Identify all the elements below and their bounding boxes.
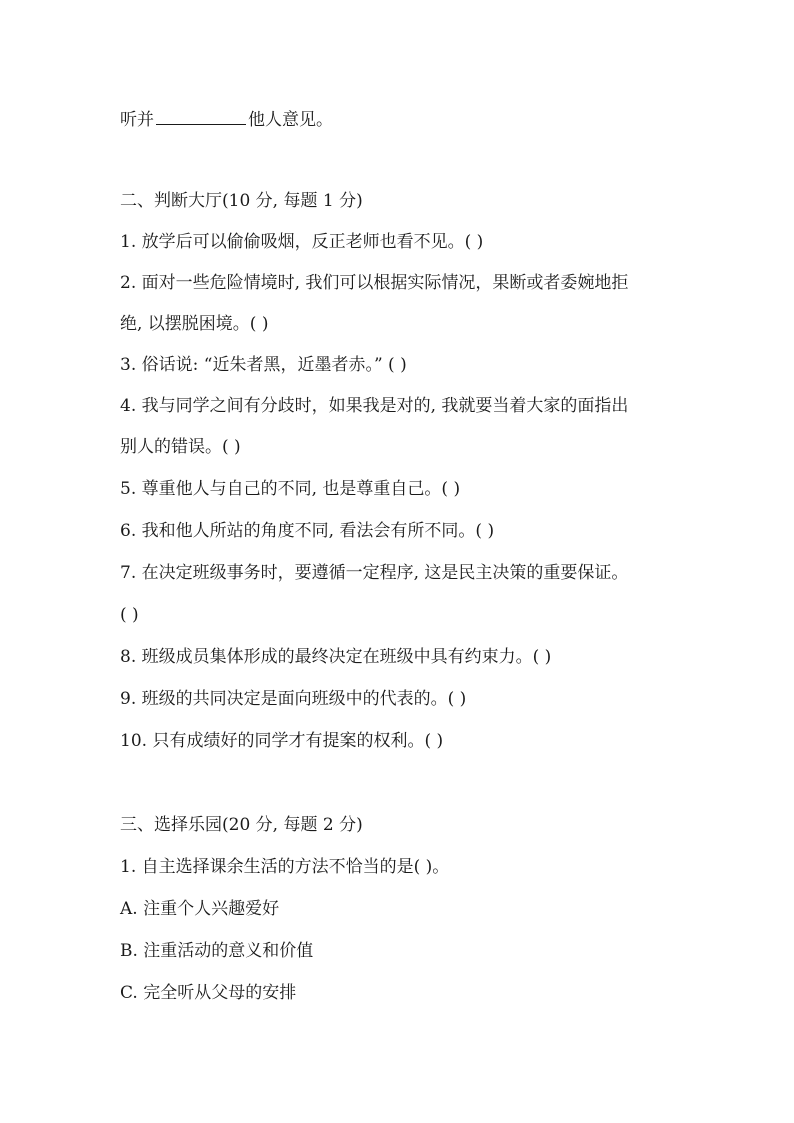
judge-item-3: 3. 俗话说: “近朱者黑，近墨者赤。” ( ): [120, 355, 407, 375]
judge-item-5: 5. 尊重他人与自己的不同, 也是尊重自己。( ): [120, 479, 461, 499]
choice-option-a: A. 注重个人兴趣爱好: [120, 899, 280, 919]
judge-item-4: 4. 我与同学之间有分歧时，如果我是对的, 我就要当着大家的面指出: [120, 396, 629, 416]
section3-heading: 三、选择乐园(20 分, 每题 2 分): [120, 815, 363, 835]
choice-option-c: C. 完全听从父母的安排: [120, 983, 297, 1003]
section2-heading: 二、判断大厅(10 分, 每题 1 分): [120, 191, 363, 211]
choice-option-b: B. 注重活动的意义和价值: [120, 941, 314, 961]
judge-item-2-cont: 绝, 以摆脱困境。( ): [120, 314, 269, 334]
judge-item-7: 7. 在决定班级事务时，要遵循一定程序, 这是民主决策的重要保证。: [120, 563, 629, 583]
judge-item-7-cont: ( ): [120, 605, 139, 625]
intro-suffix: 他人意见。: [248, 110, 333, 130]
judge-item-9: 9. 班级的共同决定是面向班级中的代表的。( ): [120, 689, 467, 709]
judge-item-1: 1. 放学后可以偷偷吸烟，反正老师也看不见。( ): [120, 232, 484, 252]
judge-item-4-cont: 别人的错误。( ): [120, 437, 241, 457]
judge-item-8: 8. 班级成员集体形成的最终决定在班级中具有约束力。( ): [120, 647, 552, 667]
answer-blank[interactable]: [156, 108, 246, 125]
choice-question-1: 1. 自主选择课余生活的方法不恰当的是( )。: [120, 857, 450, 877]
fill-in-blank-line: [120, 108, 333, 131]
judge-item-2: 2. 面对一些危险情境时, 我们可以根据实际情况，果断或者委婉地拒: [120, 273, 629, 293]
judge-item-6: 6. 我和他人所站的角度不同, 看法会有所不同。( ): [120, 521, 495, 541]
judge-item-10: 10. 只有成绩好的同学才有提案的权利。( ): [120, 731, 444, 751]
intro-prefix: 听并: [120, 110, 154, 130]
